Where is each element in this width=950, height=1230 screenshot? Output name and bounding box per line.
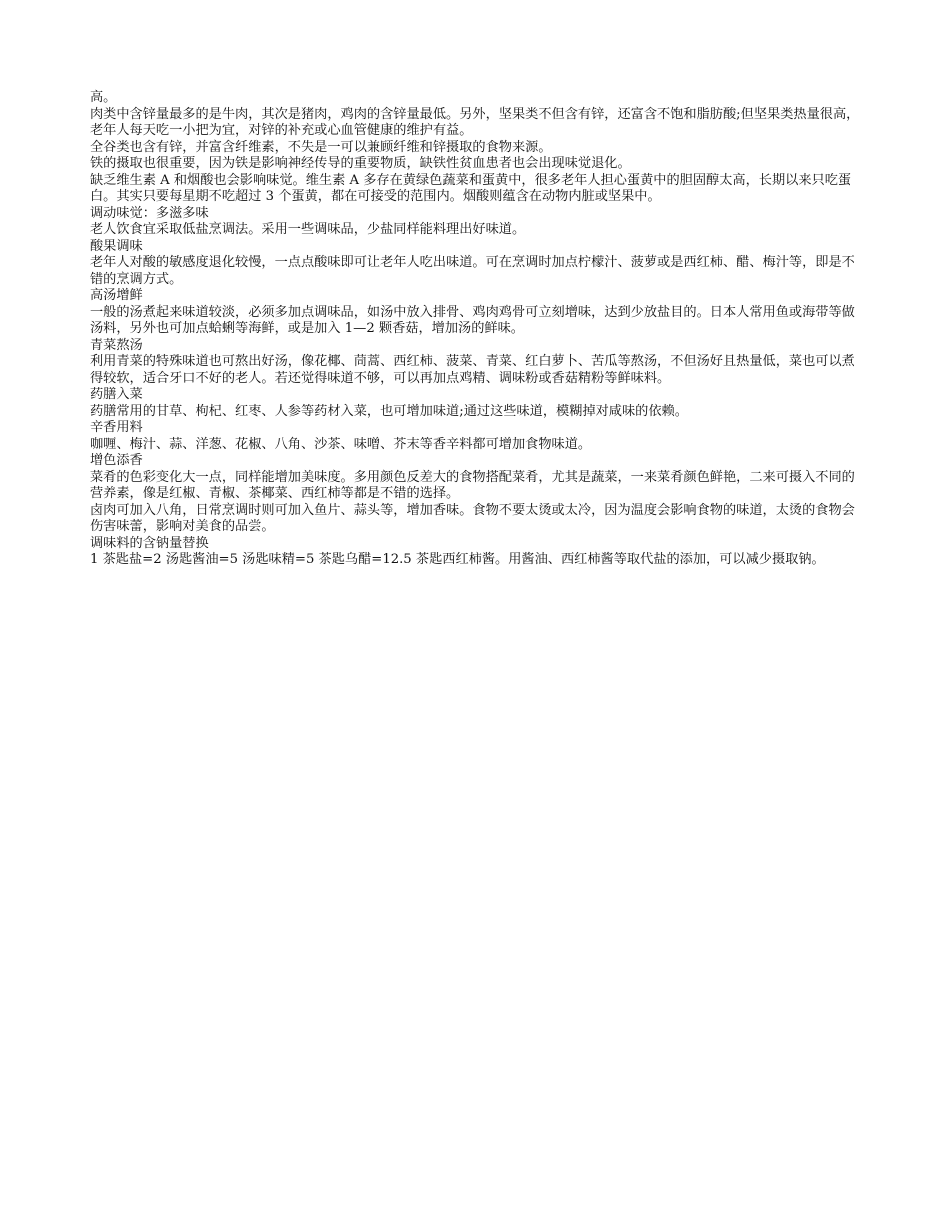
paragraph-text: 1 茶匙盐=2 汤匙酱油=5 汤匙味精=5 茶匙乌醋=12.5 茶匙西红柿酱。用酱油、西红柿酱等取代盐的添加，可以减少摄取钠。 (90, 552, 825, 567)
section-heading: 青菜熬汤 (90, 337, 143, 353)
section-heading: 药膳入菜 (90, 387, 143, 402)
paragraph-text: 老人饮食宜采取低盐烹调法。采用一些调味品，少盐同样能料理出好味道。 (90, 222, 526, 237)
section-heading: 酸果调味 (90, 238, 143, 254)
paragraph-text: 一般的汤煮起来味道较淡，必须多加点调味品，如汤中放入排骨、鸡肉鸡骨可立刻增味，达到少放盐目的。日本人常用鱼或海带等做汤料，另外也可加点蛤蜊等海鲜，或是加入 1—2 颗香菇，增加汤的鲜味。 (90, 304, 855, 336)
paragraph-text: 咖喱、梅汁、蒜、洋葱、花椒、八角、沙茶、味噌、芥末等香辛料都可增加食物味道。 (90, 436, 592, 452)
document-page (90, 90, 862, 569)
paragraph-text: 卤肉可加入八角，日常烹调时则可加入鱼片、蒜头等，增加香味。食物不要太烫或太冷，因为温度会影响食物的味道，太烫的食物会伤害味蕾，影响对美食的品尝。 (90, 502, 855, 534)
section-heading: 高汤增鲜 (90, 288, 143, 303)
paragraph-text: 利用青菜的特殊味道也可熬出好汤，像花椰、茼蒿、西红柿、菠菜、青菜、红白萝卜、苦瓜等熬汤，不但汤好且热量低，菜也可以煮得较软，适合牙口不好的老人。若还觉得味道不够，可以再加点鸡精、调味粉或香菇精粉等鲜味料。 (90, 354, 855, 386)
paragraph-text: 老年人对酸的敏感度退化较慢，一点点酸味即可让老年人吃出味道。可在烹调时加点柠檬汁、菠萝或是西红柿、醋、梅汁等，即是不错的烹调方式。 (90, 255, 855, 287)
section-heading: 辛香用料 (90, 420, 143, 435)
paragraph-text: 高。 (90, 90, 117, 105)
paragraph-text: 缺乏维生素 A 和烟酸也会影响味觉。维生素 A 多存在黄绿色蔬菜和蛋黄中，很多老年人担心蛋黄中的胆固醇太高，长期以来只吃蛋白。其实只要每星期不吃超过 3 个蛋黄，都在可接受的范围内。烟酸则蕴含在动物内脏或坚果中。 (90, 172, 852, 204)
paragraph-text: 药膳常用的甘草、枸杞、红枣、人参等药材入菜，也可增加味道;通过这些味道，模糊掉对咸味的依赖。 (90, 403, 688, 419)
paragraph-text: 全谷类也含有锌，并富含纤维素，不失是一可以兼顾纤维和锌摄取的食物来源。 (90, 139, 552, 155)
section-heading: 调动味觉：多滋多味 (90, 205, 209, 221)
section-heading: 调味料的含钠量替换 (90, 535, 209, 551)
paragraph-text: 铁的摄取也很重要，因为铁是影响神经传导的重要物质，缺铁性贫血患者也会出现味觉退化。 (90, 156, 631, 171)
section-heading: 增色添香 (90, 453, 143, 468)
paragraph-text: 菜肴的色彩变化大一点，同样能增加美味度。多用颜色反差大的食物搭配菜肴，尤其是蔬菜，一来菜肴颜色鲜艳，二来可摄入不同的营养素，像是红椒、青椒、茶椰菜、西红柿等都是不错的选择。 (90, 469, 855, 501)
paragraph-text: 肉类中含锌量最多的是牛肉，其次是猪肉，鸡肉的含锌量最低。另外，坚果类不但含有锌，还富含不饱和脂肪酸;但坚果类热量很高，老年人每天吃一小把为宜，对锌的补充或心血管健康的维护有益。 (90, 106, 860, 138)
